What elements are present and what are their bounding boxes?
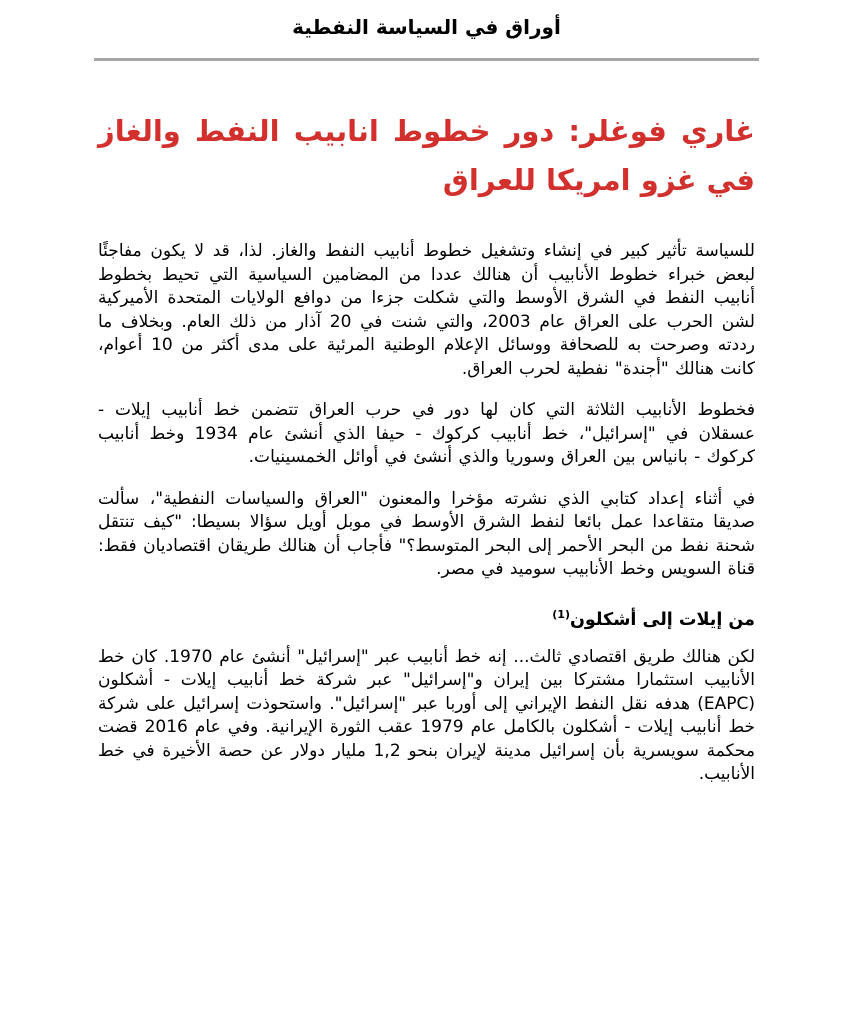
article-body: [94, 240, 759, 786]
header-divider: [94, 58, 759, 61]
paragraph-intro: للسياسة تأثير كبير في إنشاء وتشغيل خطوط أنابيب النفط والغاز. لذا، قد لا يكون مفاجئًا لبعض خبراء خطوط الأنابيب أن هنالك عددا من المضامين السياسية التي تحيط بخطوط أنابيب النفط في الشرق الأوسط والتي شكلت جزءا من دوافع الولايات المتحدة الأميركية لشن الحرب على العراق عام 2003، والتي شنت في 20 آذار من ذلك العام. وبخلاف ما رددته وصرحت به للصحافة ووسائل الإعلام الوطنية المرئية على مدى أكثر من 10 أعوام، كانت هنالك "أجندة" نفطية لحرب العراق.: [98, 241, 755, 379]
paragraph-book-question: في أثناء إعداد كتابي الذي نشرته مؤخرا والمعنون "العراق والسياسات النفطية"، سألت صديقا متقاعدا عمل بائعا لنفط الشرق الأوسط في موبل أويل سؤالا بسيطا: "كيف تنتقل شحنة نفط من البحر الأحمر إلى البحر المتوسط؟" فأجاب أن هنالك طريقان اقتصاديان فقط: قناة السويس وخط الأنابيب سوميد في مصر.: [98, 488, 755, 580]
paragraph-eilat-ashkelon: لكن هنالك طريق اقتصادي ثالث... إنه خط أنابيب عبر "إسرائيل" أنشئ عام 1970. كان خط الأنابيب استثمارا مشتركا بين إيران و"إسرائيل" عبر شركة خط أنابيب إيلات - أشكلون (EAPC) هدفه نقل النفط الإيراني إلى أوربا عبر "إسرائيل". واستحوذت إسرائيل على شركة خط أنابيب إيلات - أشكلون بالكامل عام 1979 عقب الثورة الإيرانية. وفي عام 2016 قضت محكمة سويسرية بأن إسرائيل مدينة لإيران بنحو 1,2 مليار دولار عن حصة الأخيرة في خط الأنابيب.: [98, 646, 756, 785]
section-heading-text: من إيلات إلى أشكلون: [569, 609, 755, 630]
article-title: غاري فوغلر: دور خطوط انابيب النفط والغاز في غزو امريكا للعراق: [98, 114, 755, 197]
footnote-ref-1: (1): [552, 607, 570, 621]
section-heading: [98, 608, 755, 630]
document-header-title: أوراق في السياسة النفطية: [292, 15, 561, 39]
paragraph-three-pipelines: فخطوط الأنابيب الثلاثة التي كان لها دور في حرب العراق تتضمن خط أنابيب إيلات - عسقلان في "إسرائيل"، خط أنابيب كركوك - حيفا الذي أنشئ عام 1934 وخط أنابيب كركوك - بانياس بين العراق وسوريا والذي أنشئ في أوائل الخمسينيات.: [98, 400, 755, 468]
